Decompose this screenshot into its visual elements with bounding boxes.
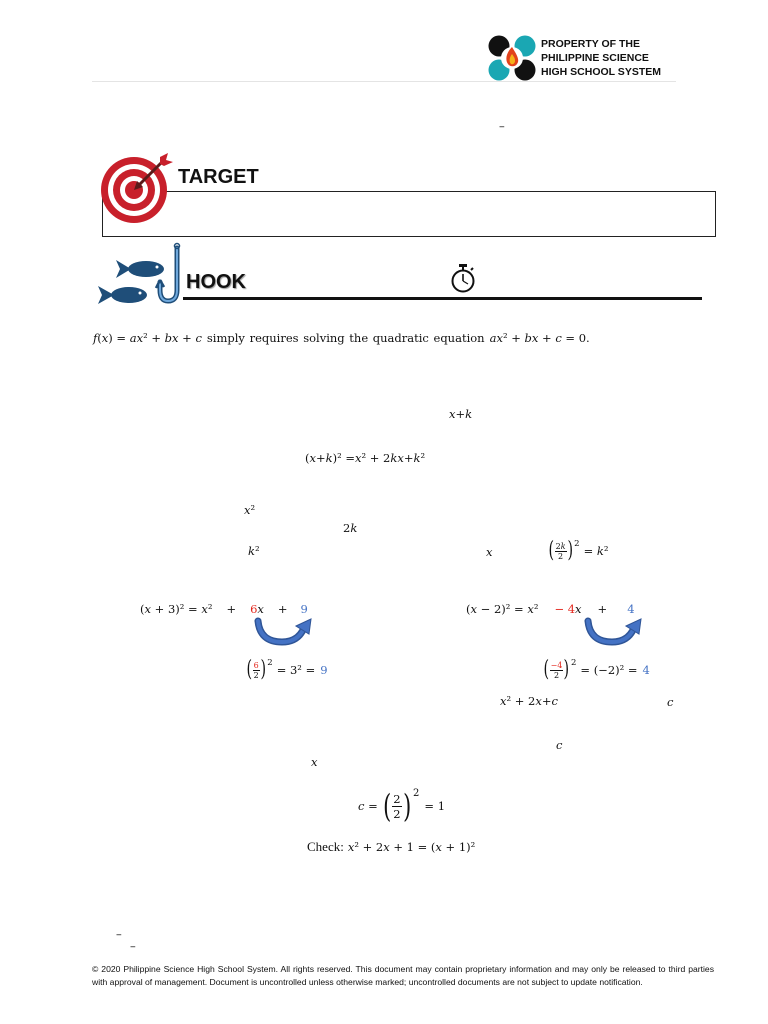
left-paren: ( xyxy=(548,538,555,563)
check-expr: x² + 2x + 1 = (x + 1)² xyxy=(347,840,476,854)
stopwatch-icon xyxy=(449,263,477,299)
curved-arrow-icon xyxy=(584,617,644,651)
fraction-numerator: 6 xyxy=(253,660,259,670)
example1-variable: x xyxy=(257,602,264,616)
variable-x: x xyxy=(311,755,318,769)
fish-hook-icon xyxy=(95,242,191,312)
intro-function-expr: f(x) = ax² + bx + c xyxy=(93,331,202,345)
right-paren: ) xyxy=(567,538,573,563)
example2-lhs: (x − 2)² = x² xyxy=(466,602,539,616)
example2-plus: + xyxy=(597,602,608,616)
example1-constant: 9 xyxy=(300,602,308,616)
example2-constant: 4 xyxy=(627,602,635,616)
target-title: TARGET xyxy=(178,166,259,188)
example1-frac-rhs: = 3² = xyxy=(276,663,316,677)
fraction xyxy=(392,792,401,821)
exponent: 2 xyxy=(574,539,580,549)
fraction xyxy=(550,661,564,680)
copyright-footer: © 2020 Philippine Science High School System. All rights reserved. This document may contain proprietary information and may only be released to third parties with approval of management. Document is uncontrolled unless otherwise marked; uncontrolled documents are not subject to update notification. xyxy=(92,964,714,987)
solve-c-lhs: c = xyxy=(358,799,378,813)
example1-lhs: (x + 3)² = x² xyxy=(140,602,213,616)
fraction xyxy=(253,661,260,680)
example2-coefficient: − 4 xyxy=(554,602,576,616)
example1-half-square xyxy=(245,656,328,684)
fish-icon xyxy=(98,286,147,304)
example2-frac-rhs: = (−2)² = xyxy=(580,663,638,677)
example2-frac-result: 4 xyxy=(642,663,650,677)
pshs-logo-icon xyxy=(487,34,537,86)
fraction-numerator: −4 xyxy=(550,660,563,670)
example1-plus: + xyxy=(277,602,288,616)
solve-c-expr xyxy=(358,788,445,824)
left-paren: ( xyxy=(543,657,550,682)
term-k-squared: k ² xyxy=(248,544,260,558)
variable-c: c xyxy=(556,738,563,752)
fish-icon xyxy=(116,260,164,278)
right-paren: ) xyxy=(402,787,411,825)
half-rule-fraction xyxy=(547,539,580,563)
example1-fraction xyxy=(245,658,273,682)
right-paren: ) xyxy=(260,657,266,682)
target-box xyxy=(102,191,716,237)
org-line-3: HIGH SCHOOL SYSTEM xyxy=(541,66,661,78)
half-rule-rhs: = k² xyxy=(583,544,609,558)
exponent: 2 xyxy=(413,788,420,799)
fraction-numerator: 2 xyxy=(393,791,401,806)
example2-variable: x xyxy=(575,602,582,616)
example2-fraction xyxy=(542,658,576,682)
dash-bottom-1: – xyxy=(116,927,122,941)
hook-underline xyxy=(183,297,702,300)
left-paren: ( xyxy=(246,657,253,682)
example1-expansion xyxy=(140,602,308,616)
binomial-expr: x + k xyxy=(449,407,473,421)
example1-frac-result: 9 xyxy=(320,663,328,677)
example2-half-square xyxy=(542,656,650,684)
target-icon xyxy=(98,152,174,228)
org-line-2: PHILIPPINE SCIENCE xyxy=(541,52,649,64)
fraction xyxy=(555,542,567,561)
dash-bottom-2: – xyxy=(130,939,136,953)
exponent: 2 xyxy=(267,658,273,668)
half-rule-expr xyxy=(547,537,608,565)
header-rule xyxy=(92,81,676,82)
check-line xyxy=(307,840,475,854)
square-identity-expr: ( x + k )² = x ² + 2 k x + k ² xyxy=(305,451,426,465)
fraction-denominator: 2 xyxy=(558,551,564,561)
fraction-denominator: 2 xyxy=(393,806,401,821)
trinomial-expr: x ² + 2 x + c xyxy=(500,694,558,708)
curved-arrow-icon xyxy=(254,617,314,651)
intro-text: simply requires solving the quadratic equation xyxy=(206,331,485,345)
term-x: x xyxy=(486,545,493,559)
check-label: Check: xyxy=(307,839,344,854)
fraction-numerator: 2k xyxy=(555,541,566,551)
solve-c-fraction xyxy=(381,789,420,823)
left-paren: ( xyxy=(382,787,392,825)
hook-title: HOOK xyxy=(186,271,246,293)
org-line-1: PROPERTY OF THE xyxy=(541,38,640,50)
dash-top: – xyxy=(499,119,505,133)
exponent: 2 xyxy=(570,658,577,668)
solve-c-rhs: = 1 xyxy=(424,799,446,813)
example2-expansion xyxy=(466,602,635,616)
fraction-denominator: 2 xyxy=(553,670,560,680)
intro-line xyxy=(93,331,590,345)
intro-equation-expr: ax² + bx + c = 0. xyxy=(489,331,590,345)
variable-c: c xyxy=(667,695,674,709)
right-paren: ) xyxy=(563,657,570,682)
example1-plus: + xyxy=(226,602,237,616)
fraction-denominator: 2 xyxy=(253,670,259,680)
example1-coefficient: 6 xyxy=(250,602,258,616)
term-x-squared: x ² xyxy=(244,503,256,517)
term-2k: 2 k xyxy=(343,521,358,535)
